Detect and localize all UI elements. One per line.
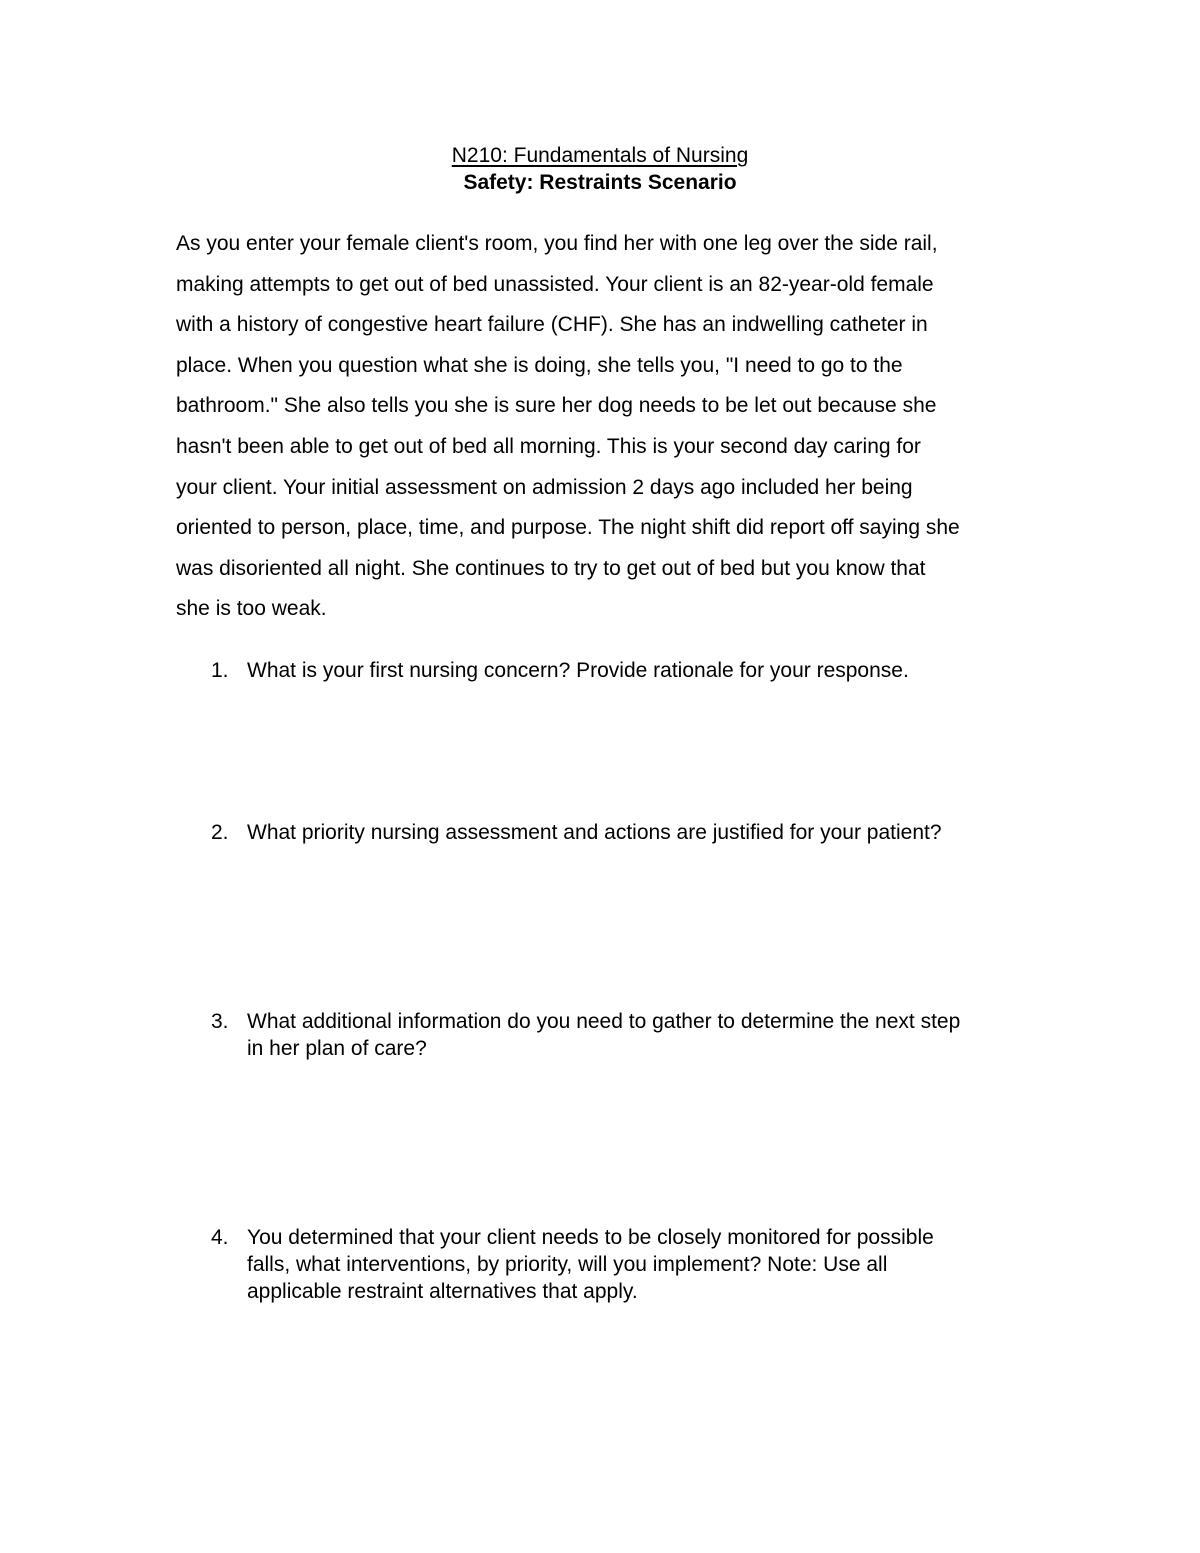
scenario-line: oriented to person, place, time, and purpose. The night shift did report off saying she	[176, 516, 960, 540]
question-text	[247, 1008, 960, 1062]
question-line: What priority nursing assessment and actions are justified for your patient?	[247, 821, 942, 844]
scenario-line: with a history of congestive heart failure (CHF). She has an indwelling catheter in	[176, 313, 928, 337]
question-line: applicable restraint alternatives that apply.	[247, 1280, 638, 1303]
question-text	[247, 657, 909, 684]
scenario-line: your client. Your initial assessment on admission 2 days ago included her being	[176, 475, 913, 499]
question-line: in her plan of care?	[247, 1037, 427, 1060]
question-line: What additional information do you need to gather to determine the next step	[247, 1010, 961, 1033]
question-number: 1.	[211, 659, 229, 682]
scenario-line: making attempts to get out of bed unassisted. Your client is an 82-year-old female	[176, 272, 934, 296]
question-line: falls, what interventions, by priority, will you implement? Note: Use all	[247, 1253, 888, 1276]
scenario-line: she is too weak.	[176, 597, 327, 621]
scenario-line: bathroom." She also tells you she is sure her dog needs to be let out because she	[176, 394, 937, 418]
question-number: 2.	[211, 821, 229, 844]
scenario-line: hasn't been able to get out of bed all morning. This is your second day caring for	[176, 434, 921, 458]
scenario-line: place. When you question what she is doing, she tells you, "I need to go to the	[176, 353, 903, 377]
question-line: What is your first nursing concern? Provide rationale for your response.	[247, 659, 909, 682]
scenario-line: As you enter your female client's room, you find her with one leg over the side rail,	[176, 232, 938, 255]
scenario-line: was disoriented all night. She continues to try to get out of bed but you know that	[176, 556, 926, 580]
question-line: You determined that your client needs to be closely monitored for possible	[247, 1226, 934, 1249]
question-number: 4.	[211, 1226, 229, 1249]
scenario-paragraph	[176, 224, 960, 630]
document-title: Safety: Restraints Scenario	[463, 171, 737, 194]
question-text	[247, 819, 942, 846]
question-number: 3.	[211, 1010, 229, 1033]
course-title: N210: Fundamentals of Nursing	[451, 144, 749, 167]
question-text	[247, 1224, 934, 1305]
